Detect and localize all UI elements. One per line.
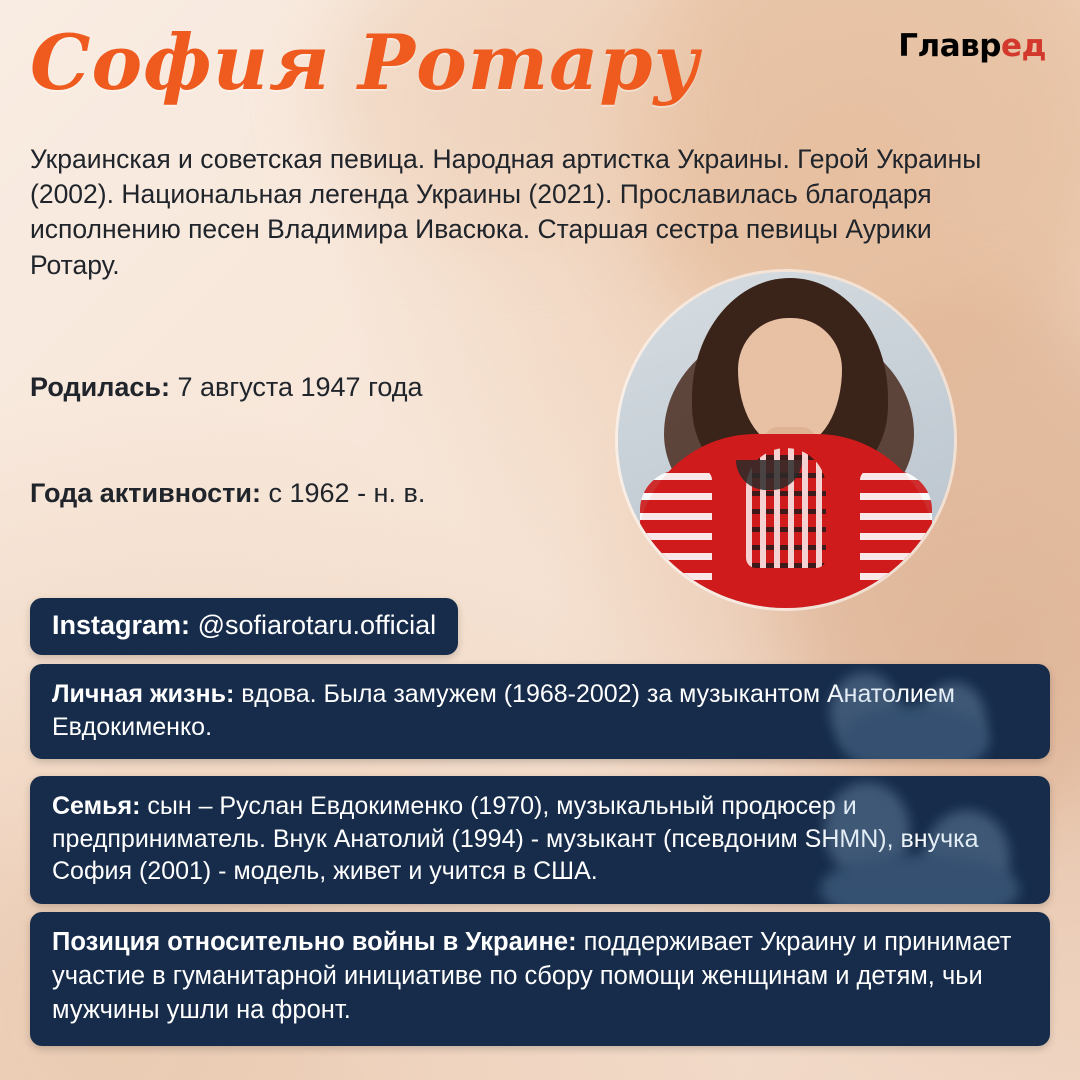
fact-born [30,372,423,403]
family-text: сын – Руслан Евдокименко (1970), музыкальный продюсер и предприниматель. Внук Анатолий (1994) - музыкант (псевдоним SHMN), внучка София (2001) - модель, живет и учится в США. [52,792,979,885]
fact-years-active [30,478,425,509]
lead-paragraph: Украинская и советская певица. Народная артистка Украины. Герой Украины (2002). Национальная легенда Украины (2021). Прославилась благодаря исполнению песен Владимира Ивасюка. Старшая сестра певицы Аурики Ротару. [30,144,982,280]
fact-years-value: с 1962 - н. в. [268,478,426,508]
war-position-label: Позиция относительно войны в Украине: [52,928,577,956]
war-position-block [30,912,1050,1046]
instagram-block[interactable] [30,598,458,655]
ghost-shape [820,854,1020,904]
fact-born-value: 7 августа 1947 года [177,372,423,402]
instagram-handle[interactable]: @sofiarotaru.official [197,610,437,640]
war-position-text: поддерживает Украину и принимает участие в гуманитарной инициативе по сбору помощи женщинам и детям, чьи мужчины ушли на фронт. [52,928,1012,1024]
family-block [30,776,1050,904]
family-label: Семья: [52,792,141,820]
portrait-sleeve-right [860,470,932,600]
ghost-shape [840,705,990,759]
personal-life-label: Личная жизнь: [52,680,235,708]
portrait-photo [618,272,954,608]
brand-logo-red: ед [1000,28,1046,64]
personal-life-text: вдова. Была замужем (1968-2002) за музыкантом Анатолием Евдокименко. [52,680,955,741]
page-title: София Ротару [30,18,701,107]
brand-logo [898,28,1046,64]
fact-born-label: Родилась: [30,372,170,402]
personal-life-block [30,664,1050,759]
instagram-label: Instagram: [52,610,191,640]
ghost-photo-couple [760,664,1050,759]
fact-years-label: Года активности: [30,478,261,508]
brand-logo-dark: Главр [898,28,1001,64]
portrait-sleeve-left [640,470,712,600]
